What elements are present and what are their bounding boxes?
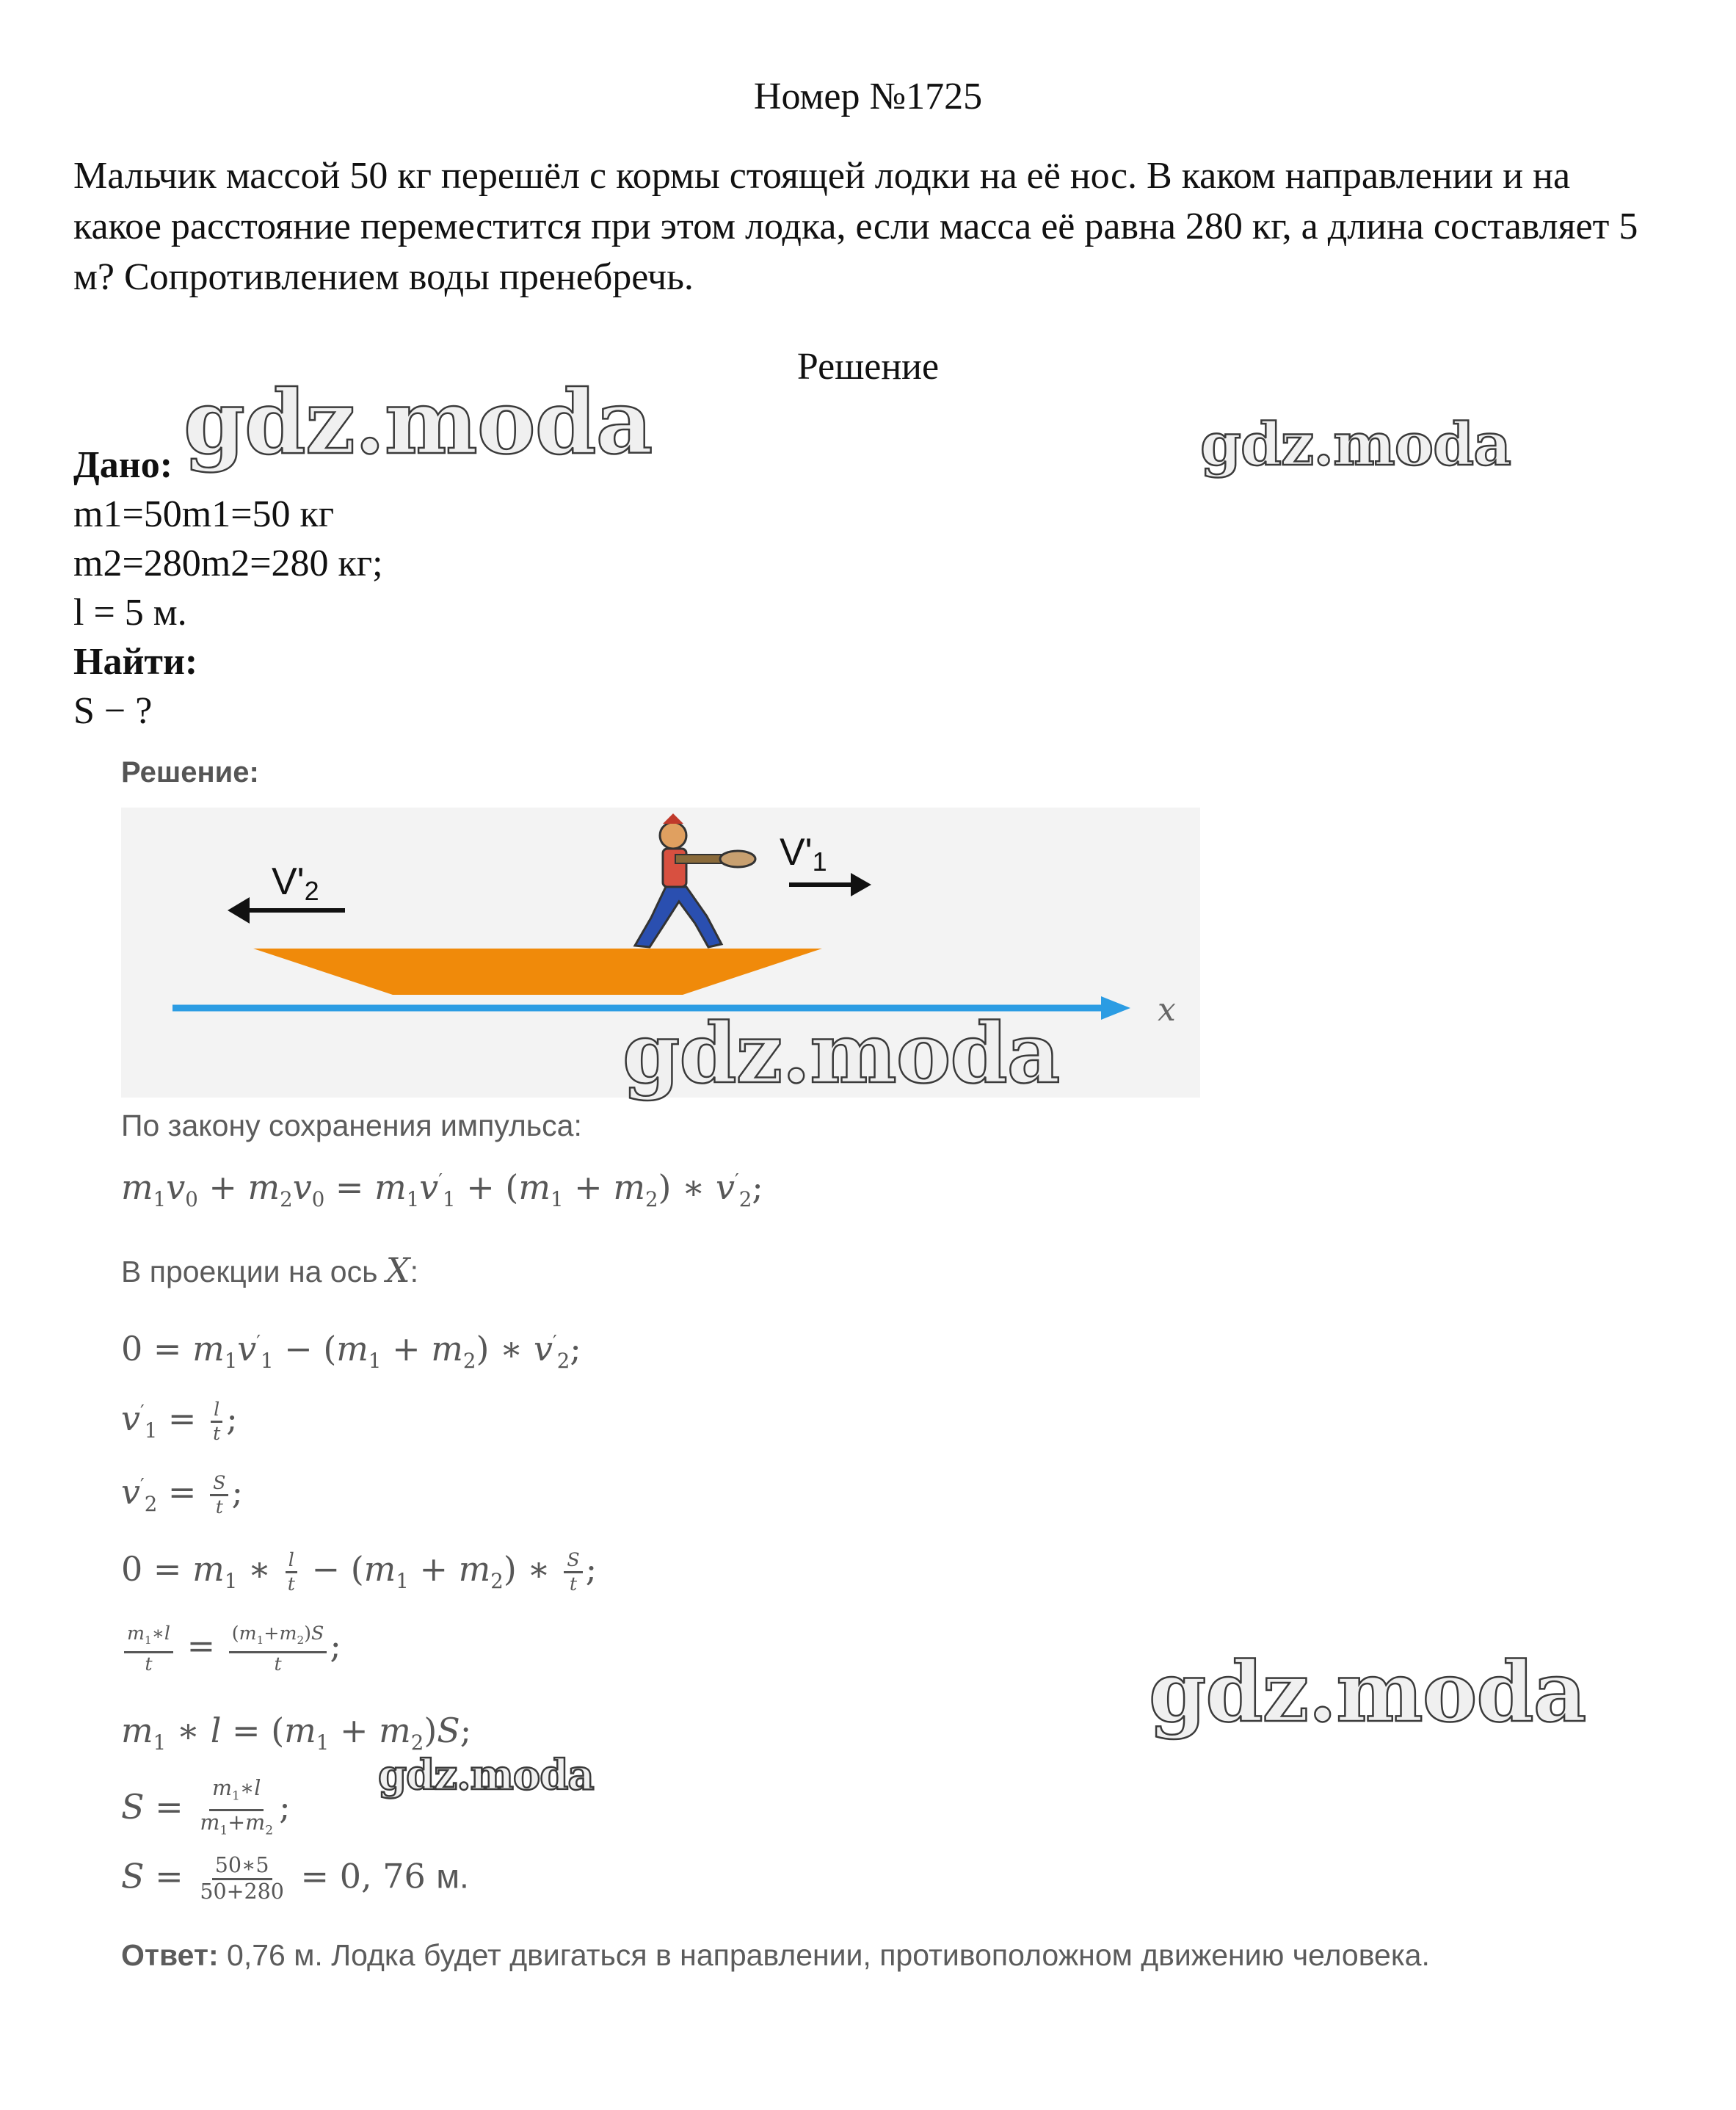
- equation-substitution: $0 = m_1$ ∗ $\frac{l}{t}$ − $(m_1 + m_2)$ ∗ $\frac{S}{t}$ ;: [121, 1549, 598, 1595]
- v2-label: V'2: [272, 860, 319, 906]
- scan-solution-title: Решение:: [121, 756, 259, 788]
- v2-arrowhead: [228, 897, 250, 924]
- answer-text: [121, 1938, 1430, 1973]
- projection-label: В проекции на ось: [121, 1255, 378, 1288]
- x-axis-arrowhead: [1101, 996, 1130, 1020]
- given-block: [73, 441, 383, 736]
- equation-simplified: $m_1$ ∗ $l = (m_1 + m_2)S$;: [121, 1711, 472, 1755]
- given-line-m2: m2=280m2=280 кг;: [73, 543, 383, 584]
- given-label: Дано:: [73, 444, 173, 486]
- page-title: Номер №1725: [753, 76, 983, 117]
- given-line-m1: m1=50m1=50 кг: [73, 493, 335, 535]
- equation-s-result: S = $\frac{50∗5}{50+280}$ = 0, 76 м.: [121, 1853, 469, 1904]
- find-label: Найти:: [73, 641, 198, 683]
- watermark-2: gdz.moda: [1200, 410, 1511, 479]
- boy-figure: [635, 813, 755, 947]
- projection-axis: X: [385, 1250, 410, 1290]
- given-line-l: l = 5 м.: [73, 592, 187, 634]
- equation-v2: $v'_2$ = $\frac{S}{t}$ ;: [121, 1472, 243, 1518]
- equation-conservation: $m_1v_0 + m_2v_0 = m_1v'_1 + (m_1 + m_2)$ ∗ $v'_2$;: [121, 1167, 763, 1212]
- watermark-1: gdz.moda: [184, 371, 653, 474]
- equation-projection: $0 = m_1v'_1 - (m_1 + m_2)$ ∗ $v'_2$;: [121, 1329, 581, 1374]
- equation-fraction-form: $\frac{m_1∗l}{t}$ = $\frac{(m_1+m_2)S}{t}$ ;: [121, 1623, 341, 1675]
- watermark-4: gdz.moda: [1149, 1645, 1586, 1741]
- watermark-5: gdz.moda: [378, 1751, 594, 1799]
- v1-label: V'1: [780, 831, 827, 877]
- find-value: S − ?: [73, 690, 153, 732]
- projection-text: В проекции на ось X:: [121, 1250, 419, 1290]
- watermark-3: gdz.moda: [622, 1006, 1060, 1102]
- boat-shape: [253, 949, 822, 995]
- equation-s-formula: S = $\frac{m_1∗l}{m_1+m_2}$ ;: [121, 1776, 291, 1838]
- solution-heading: Решение: [796, 346, 940, 388]
- problem-text: Мальчик массой 50 кг перешёл с кормы стоящей лодки на её нос. В каком направлении и на какое расстояние переместится при этом лодка, если масса её равна 280 кг, а длина составляет 5 м? Сопротивлением воды пренебречь.: [73, 155, 1638, 298]
- answer-label: Ответ:: [121, 1938, 219, 1972]
- momentum-law-text: По закону сохранения импульса:: [121, 1109, 582, 1142]
- v1-arrowhead: [851, 873, 871, 896]
- answer-value: 0,76 м. Лодка будет двигаться в направлении, противоположном движению человека.: [218, 1938, 1430, 1972]
- equation-v1: $v'_1$ = $\frac{l}{t}$ ;: [121, 1399, 238, 1444]
- x-axis-label: x: [1158, 991, 1176, 1029]
